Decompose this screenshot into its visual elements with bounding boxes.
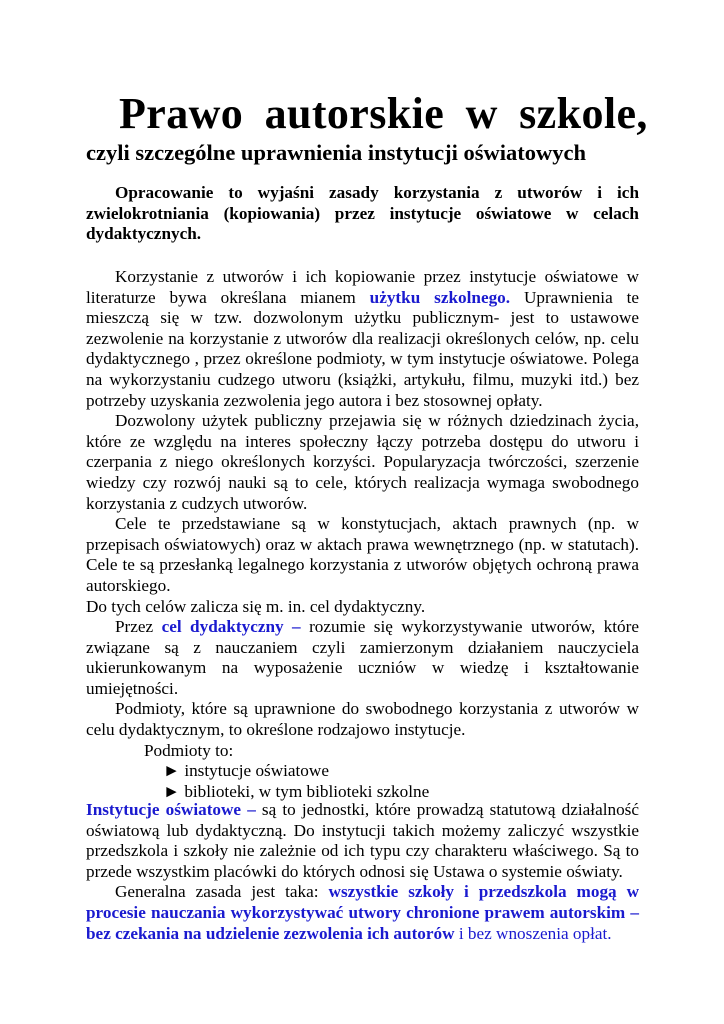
subjects-label: Podmioty to: (144, 740, 234, 760)
paragraph-text: Korzystanie z utworów i ich kopiowanie przez instytucje oświatowe w literaturze bywa określana mianem (86, 267, 639, 307)
page-subtitle: czyli szczególne uprawnienia instytucji oświatowych (86, 140, 586, 165)
paragraph-text: Uprawnienia te mieszczą się w tzw. dozwolonym użytku publicznym- jest to ustawowe zezwolenie na korzystanie z utworów dla realizacji określonych celów, np. celu dydaktycznego , przez określone podmioty, w tym instytucje oświatowe. Polega na wykorzystaniu cudzego utworu (książki, artykułu, filmu, muzyki itd.) bez potrzeby uzyskania zezwolenia jego autora i bez stosownej opłaty. (86, 287, 639, 410)
list-item-text: instytucje oświatowe (184, 761, 329, 781)
paragraph-text: i bez wnoszenia opłat. (454, 923, 612, 943)
paragraph-text: Generalna zasada jest taka: (115, 882, 329, 902)
paragraph-generalna-zasada (86, 882, 639, 944)
highlight-instytucje-oswiatowe: Instytucje oświatowe – (86, 800, 256, 819)
paragraph-instytucje-oswiatowe (86, 800, 639, 882)
intro-section (86, 183, 639, 245)
paragraph-cel-dydaktyczny (86, 617, 639, 699)
paragraph-text: rozumie się wykorzystywanie utworów, które związane są z nauczaniem czyli zamierzonym działaniem nauczyciela ukierunkowanym na wyposażenie uczniów w wiedzę i kształtowanie umiejętności. (86, 617, 639, 698)
paragraph-szkolny-uzytek (86, 267, 639, 411)
paragraph-text: są to jednostki, które prowadzą statutową działalność oświatową lub dydaktyczną. Do instytucji takich możemy zaliczyć wszystkie przedszkola i szkoły nie zależnie od ich typu czy charakteru właściwego. Są to przede wszystkim placówki do których odnosi się Ustawa o systemie oświaty. (86, 800, 639, 881)
list-item (86, 761, 639, 782)
paragraph-cel-dydaktyczny-intro: Do tych celów zalicza się m. in. cel dydaktyczny. (86, 596, 426, 616)
paragraph-text: Przez (115, 617, 162, 637)
bullet-arrow-icon: ► (163, 761, 181, 781)
paragraph-dozwolony-uzytek: Dozwolony użytek publiczny przejawia się w różnych dziedzinach życia, które ze względu na interes społeczny łączy potrzeba dostępu do utworu i czerpania z niego określonych korzyści. Popularyzacja twórczości, szerzenie wiedzy czy rozwój nauki są to cele, których realizacja wymaga swobodnego korzystania z cudzych utworów. (86, 411, 639, 513)
list-item-text: biblioteki, w tym biblioteki szkolne (184, 781, 430, 801)
highlight-uzytek-szkolny: użytku szkolnego. (369, 287, 511, 307)
paragraph-podmioty: Podmioty, które są uprawnione do swobodnego korzystania z utworów w celu dydaktycznym, to określone rodzajowo instytucje. (86, 699, 639, 740)
intro-paragraph: Opracowanie to wyjaśni zasady korzystania z utworów i ich zwielokrotniania (kopiowania) przez instytucje oświatowe w celach dydaktycznych. (86, 183, 639, 244)
bullet-arrow-icon: ► (163, 781, 181, 801)
page-title: Prawo autorskie w szkole, (119, 89, 648, 138)
highlight-generalna-zasada: wszystkie szkoły i przedszkola mogą w procesie nauczania wykorzystywać utwory chronione prawem autorskim – bez czekania na udzielenie zezwolenia ich autorów (86, 882, 639, 943)
main-section (86, 267, 639, 802)
closing-section (86, 800, 639, 944)
paragraph-cele: Cele te przedstawiane są w konstytucjach, aktach prawnych (np. w przepisach oświatowych) oraz w aktach prawa wewnętrznego (np. w statutach). Cele te są przesłanką legalnego korzystania z utworów objętych ochroną prawa autorskiego. (86, 514, 639, 595)
highlight-cel-dydaktyczny: cel dydaktyczny – (161, 617, 301, 637)
